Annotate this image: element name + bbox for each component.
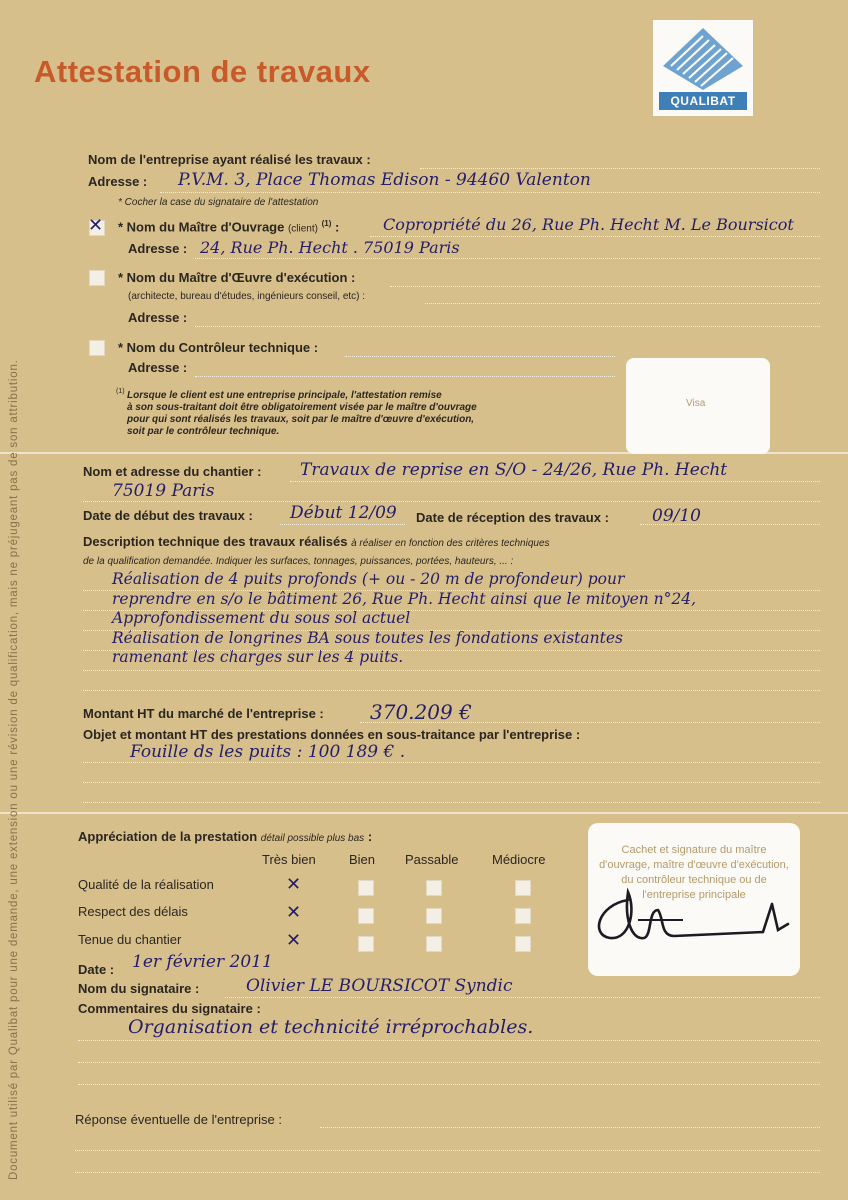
side-disclaimer: Document utilisé par Qualibat pour une demande, une extension ou une révision de qualification, mais ne préjugeant pas de son attribution. [8,359,20,1180]
dotted-line [75,1150,820,1151]
client-value[interactable]: Copropriété du 26, Rue Ph. Hecht M. Le Boursicot [383,215,794,234]
dotted-line [83,690,820,691]
stamp-instructions: Cachet et signature du maître d'ouvrage, maître d'œuvre d'exécution, du contrôleur technique ou de l'entreprise principale [599,844,789,901]
comments-label: Commentaires du signataire : [78,1001,261,1016]
client-label [118,219,339,234]
column-tres-bien: Très bien [262,852,316,867]
dotted-line [75,1172,820,1173]
row-label-qualite: Qualité de la réalisation [78,877,214,892]
appreciation-label [78,829,372,844]
start-date-label: Date de début des travaux : [83,508,253,523]
footnote-ref: (1) [321,219,332,228]
company-address-label: Adresse : [88,174,148,189]
handwritten-signature [588,880,803,950]
appreciation-label-text: Appréciation de la prestation [78,829,258,844]
controleur-address-label: Adresse : [128,360,188,375]
footnote-line: soit par le contrôleur technique. [127,426,280,437]
description-line: Approfondissement du sous sol actuel [112,609,411,627]
date-value[interactable]: 1er février 2011 [132,952,273,972]
signatory-name-label: Nom du signataire : [78,981,200,996]
checkbox-note: * Cocher la case du signataire de l'attestation [118,197,319,208]
description-sub: de la qualification demandée. Indiquer les surfaces, tonnages, puissances, portées, hauteurs, ... : [83,556,514,567]
row-label-tenue: Tenue du chantier [78,932,182,947]
dotted-line [640,524,820,525]
comments-value[interactable]: Organisation et technicité irréprochables. [128,1016,534,1038]
column-bien: Bien [349,852,376,867]
start-date-value[interactable]: Début 12/09 [290,503,397,523]
montant-value[interactable]: 370.209 € [370,700,472,724]
dotted-line [83,610,820,611]
client-address-value[interactable]: 24, Rue Ph. Hecht . 75019 Paris [200,238,460,257]
description-line: reprendre en s/o le bâtiment 26, Rue Ph. Hecht ainsi que le mitoyen n°24, [112,589,697,608]
footnote-line: à son sous-traitant doit être obligatoirement visée par le maître d'ouvrage [127,402,477,413]
logo-text: QUALIBAT [659,92,747,110]
dotted-line [83,670,820,671]
page-title: Attestation de travaux [34,54,371,89]
footnote-mark: (1) [116,388,125,395]
maitre-oeuvre-sub: (architecte, bureau d'études, ingénieurs conseil, etc) : [128,291,366,302]
client-address-label: Adresse : [128,241,188,256]
rating-mark[interactable]: ✕ [286,874,302,895]
description-text[interactable] [112,570,696,668]
footnote-line: Lorsque le client est une entreprise principale, l'attestation remise [127,390,442,401]
dotted-line [195,258,820,259]
rating-checkbox-bien[interactable] [358,880,374,896]
column-passable: Passable [405,852,459,867]
visa-label: Visa [686,398,706,409]
controleur-label: * Nom du Contrôleur technique : [118,340,319,355]
date-label: Date : [78,962,115,977]
fold-line [0,812,848,814]
description-label [83,534,550,549]
dotted-line [195,326,820,327]
reception-date-value[interactable]: 09/10 [652,506,701,526]
sous-traitance-label: Objet et montant HT des prestations données en sous-traitance par l'entreprise : [83,727,581,742]
dotted-line [225,997,820,998]
rating-checkbox-mediocre[interactable] [515,880,531,896]
dotted-line [390,286,820,287]
dotted-line [360,722,820,723]
chantier-value-line2[interactable]: 75019 Paris [112,481,215,501]
rating-checkbox-mediocre[interactable] [515,908,531,924]
appreciation-label-suffix: détail possible plus bas [260,833,365,844]
row-label-delais: Respect des délais [78,904,188,919]
description-line: Réalisation de 4 puits profonds (+ ou - 20 m de profondeur) pour [112,570,625,588]
client-label-suffix: (client) [287,223,318,235]
dotted-line [83,802,820,803]
dotted-line [83,762,820,763]
dotted-line [83,501,820,502]
controleur-checkbox[interactable] [89,340,105,356]
dotted-line [78,1062,820,1063]
description-label-suffix: à réaliser en fonction des critères techniques [351,538,550,549]
montant-label: Montant HT du marché de l'entreprise : [83,706,324,721]
dotted-line [83,650,820,651]
dotted-line [370,236,820,237]
signatory-name-value[interactable]: Olivier LE BOURSICOT Syndic [246,976,513,996]
appreciation-colon: : [367,829,373,844]
company-name-label: Nom de l'entreprise ayant réalisé les travaux : [88,152,371,167]
qualibat-logo [653,20,753,116]
client-checkbox-mark: ✕ [88,215,104,235]
chantier-value-line1[interactable]: Travaux de reprise en S/O - 24/26, Rue Ph. Hecht [300,460,728,480]
maitre-oeuvre-address-label: Adresse : [128,310,188,325]
dotted-line [425,303,820,304]
dotted-line [290,481,820,482]
dotted-line [160,192,820,193]
dotted-line [195,376,615,377]
rating-checkbox-passable[interactable] [426,908,442,924]
dotted-line [320,1127,820,1128]
rating-checkbox-bien[interactable] [358,908,374,924]
dotted-line [83,590,820,591]
dotted-line [78,1084,820,1085]
rating-checkbox-bien[interactable] [358,936,374,952]
maitre-oeuvre-checkbox[interactable] [89,270,105,286]
rating-mark[interactable]: ✕ [286,930,302,951]
dotted-line [345,356,615,357]
description-label-text: Description technique des travaux réalisés [83,534,348,549]
rating-checkbox-passable[interactable] [426,880,442,896]
column-mediocre: Médiocre [492,852,546,867]
dotted-line [83,782,820,783]
maitre-oeuvre-label: * Nom du Maître d'Œuvre d'exécution : [118,270,356,285]
response-label: Réponse éventuelle de l'entreprise : [75,1112,283,1127]
dotted-line [83,630,820,631]
client-colon: : [335,219,340,235]
description-line: Réalisation de longrines BA sous toutes les fondations existantes [112,628,623,647]
company-address-value[interactable]: P.V.M. 3, Place Thomas Edison - 94460 Valenton [178,170,591,190]
sous-traitance-value[interactable]: Fouille ds les puits : 100 189 € . [130,742,406,762]
rating-checkbox-passable[interactable] [426,936,442,952]
footnote-line: pour qui sont réalisés les travaux, soit par le maître d'œuvre d'exécution, [127,414,475,425]
footnote-text [127,390,477,438]
chantier-label: Nom et adresse du chantier : [83,464,262,479]
rating-checkbox-mediocre[interactable] [515,936,531,952]
reception-date-label: Date de réception des travaux : [416,510,609,525]
dotted-line [420,168,820,169]
client-label-text: * Nom du Maître d'Ouvrage [118,219,285,235]
rating-mark[interactable]: ✕ [286,902,302,923]
description-line: ramenant les charges sur les 4 puits. [112,648,404,666]
dotted-line [78,1040,820,1041]
dotted-line [280,524,405,525]
